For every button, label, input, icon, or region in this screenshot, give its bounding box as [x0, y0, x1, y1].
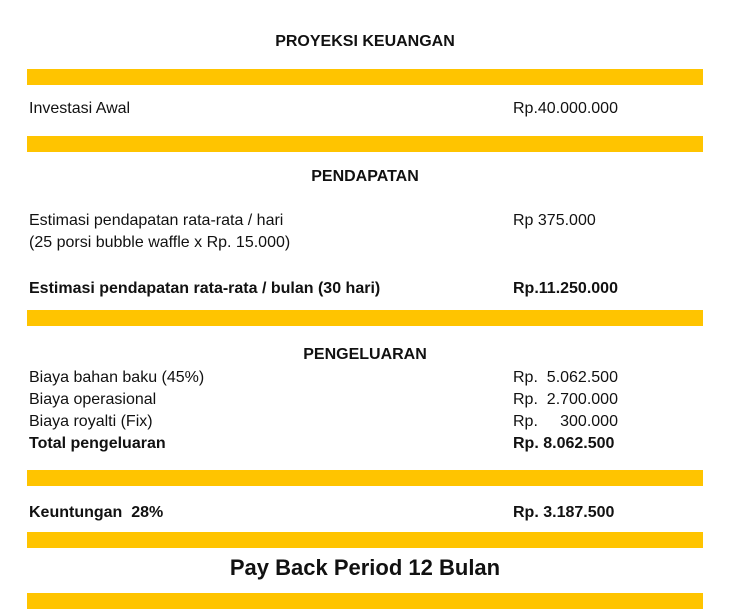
monthly-income-label: Estimasi pendapatan rata-rata / bulan (30 hari): [29, 280, 381, 297]
payback-period: Pay Back Period 12 Bulan: [229, 555, 501, 580]
divider-bar-1: [27, 69, 703, 85]
expense-item-value: Rp. 2.700.000: [513, 391, 618, 408]
profit-value: Rp. 3.187.500: [513, 504, 615, 521]
daily-income-value: Rp 375.000: [513, 212, 596, 229]
monthly-income-value: Rp.11.250.000: [513, 280, 618, 297]
divider-bar-5: [27, 532, 703, 548]
daily-income-label: Estimasi pendapatan rata-rata / hari: [29, 212, 284, 229]
page-title: PROYEKSI KEUANGAN: [275, 33, 455, 50]
expense-item-label: Biaya bahan baku (45%): [29, 369, 205, 386]
profit-label: Keuntungan 28%: [29, 504, 164, 521]
investment-value: Rp.40.000.000: [513, 100, 618, 117]
expense-item-label: Biaya operasional: [29, 391, 157, 408]
divider-bar-6: [27, 593, 703, 609]
divider-bar-2: [27, 136, 703, 152]
divider-bar-4: [27, 470, 703, 486]
expense-item-label: Biaya royalti (Fix): [29, 413, 153, 430]
daily-income-note: (25 porsi bubble waffle x Rp. 15.000): [29, 234, 291, 251]
total-expenses-value: Rp. 8.062.500: [513, 435, 615, 452]
income-heading: PENDAPATAN: [311, 168, 419, 185]
expense-item-value: Rp. 5.062.500: [513, 369, 618, 386]
investment-label: Investasi Awal: [29, 100, 131, 117]
divider-bar-3: [27, 310, 703, 326]
total-expenses-label: Total pengeluaran: [29, 435, 166, 452]
expenses-heading: PENGELUARAN: [303, 346, 427, 363]
expense-item-value: Rp. 300.000: [513, 413, 618, 430]
